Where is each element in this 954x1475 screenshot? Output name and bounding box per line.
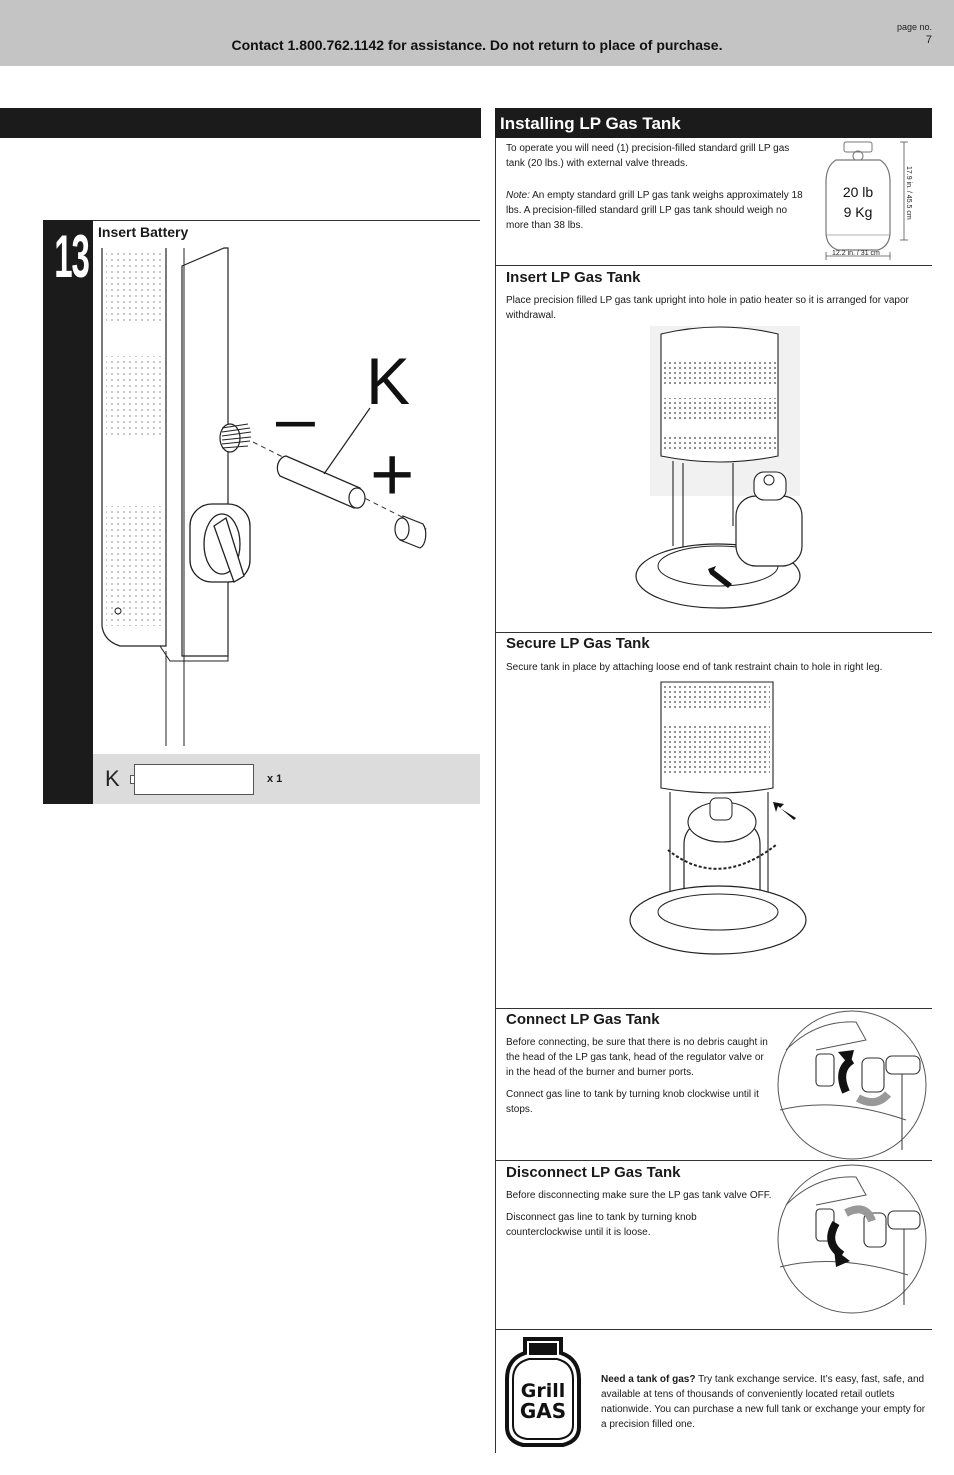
section-divider — [495, 265, 932, 266]
intro-paragraph: To operate you will need (1) precision-filled standard grill LP gas tank (20 lbs.) with external valve threads. — [506, 143, 790, 169]
connect-title: Connect LP Gas Tank — [506, 1011, 660, 1028]
step-divider — [93, 220, 480, 221]
tank-width-label: 12.2 in. / 31 cm — [832, 250, 880, 257]
insert-title: Insert LP Gas Tank — [506, 269, 641, 286]
secure-tank-illustration — [628, 680, 813, 970]
contact-text: Contact 1.800.762.1142 for assistance. Do not return to place of purchase. — [231, 37, 723, 53]
logo-line-1: Grill — [520, 1380, 566, 1402]
left-section-bar — [0, 108, 481, 138]
disconnect-title: Disconnect LP Gas Tank — [506, 1164, 681, 1181]
section-title: Installing LP Gas Tank — [500, 114, 681, 133]
section-divider — [495, 632, 932, 633]
section-divider — [495, 1008, 932, 1009]
connect-paragraph-2: Connect gas line to tank by turning knob clockwise until it stops. — [506, 1089, 759, 1115]
tank-height-label: 17.9 in. / 45.5 cm — [905, 166, 912, 220]
disconnect-paragraph-1: Before disconnecting make sure the LP gas tank valve OFF. — [506, 1190, 772, 1201]
grill-gas-logo — [503, 1335, 583, 1450]
plus-label: + — [370, 432, 415, 517]
step-number-block — [43, 220, 93, 804]
promo-paragraph — [601, 1372, 933, 1432]
parts-letter: K — [105, 766, 120, 791]
logo-line-2: GAS — [519, 1399, 567, 1423]
promo-heading: Need a tank of gas? — [601, 1374, 696, 1385]
header-bar — [0, 0, 954, 66]
tank-weight — [826, 182, 890, 222]
connect-paragraph-1: Before connecting, be sure that there is no debris caught in the head of the LP gas tank, head of the regulator valve or in the head of the burner and burner ports. — [506, 1037, 768, 1078]
disconnect-knob-illustration — [776, 1163, 928, 1315]
tank-weight-lb: 20 lb — [842, 184, 874, 200]
secure-description: Secure tank in place by attaching loose end of tank restraint chain to hole in right leg. — [506, 662, 883, 673]
step-title: Insert Battery — [98, 224, 189, 240]
insert-tank-illustration — [628, 326, 808, 616]
disconnect-paragraph-2: Disconnect gas line to tank by turning knob counterclockwise until it is loose. — [506, 1212, 697, 1238]
battery-illustration — [98, 246, 438, 751]
note-text: An empty standard grill LP gas tank weighs approximately 18 lbs. A precision-filled standard grill LP gas tank should weigh no more than 38 lbs. — [506, 190, 803, 231]
promo-body: Try tank exchange service. It’s easy, fast, safe, and available at tens of thousands of conveniently located retail outlets nationwide. You can purchase a new full tank or exchange your empty for a precision filled one. — [601, 1374, 926, 1430]
section-divider — [495, 1329, 932, 1330]
section-divider — [495, 1160, 932, 1161]
insert-description: Place precision filled LP gas tank upright into hole in patio heater so it is arranged for vapor withdrawal. — [506, 295, 909, 321]
page-label: page no. — [896, 22, 932, 32]
tank-weight-kg: 9 Kg — [843, 204, 873, 220]
right-column-border — [495, 138, 496, 1453]
step-number: 13 — [54, 223, 89, 290]
battery-icon — [134, 764, 254, 795]
note-label: Note: — [506, 190, 530, 201]
note-paragraph — [506, 188, 806, 233]
part-k-label: K — [366, 344, 411, 418]
minus-label: – — [276, 379, 315, 457]
parts-quantity: x 1 — [267, 773, 283, 785]
page-number: 7 — [925, 34, 932, 46]
connect-knob-illustration — [776, 1010, 928, 1160]
secure-title: Secure LP Gas Tank — [506, 635, 650, 652]
